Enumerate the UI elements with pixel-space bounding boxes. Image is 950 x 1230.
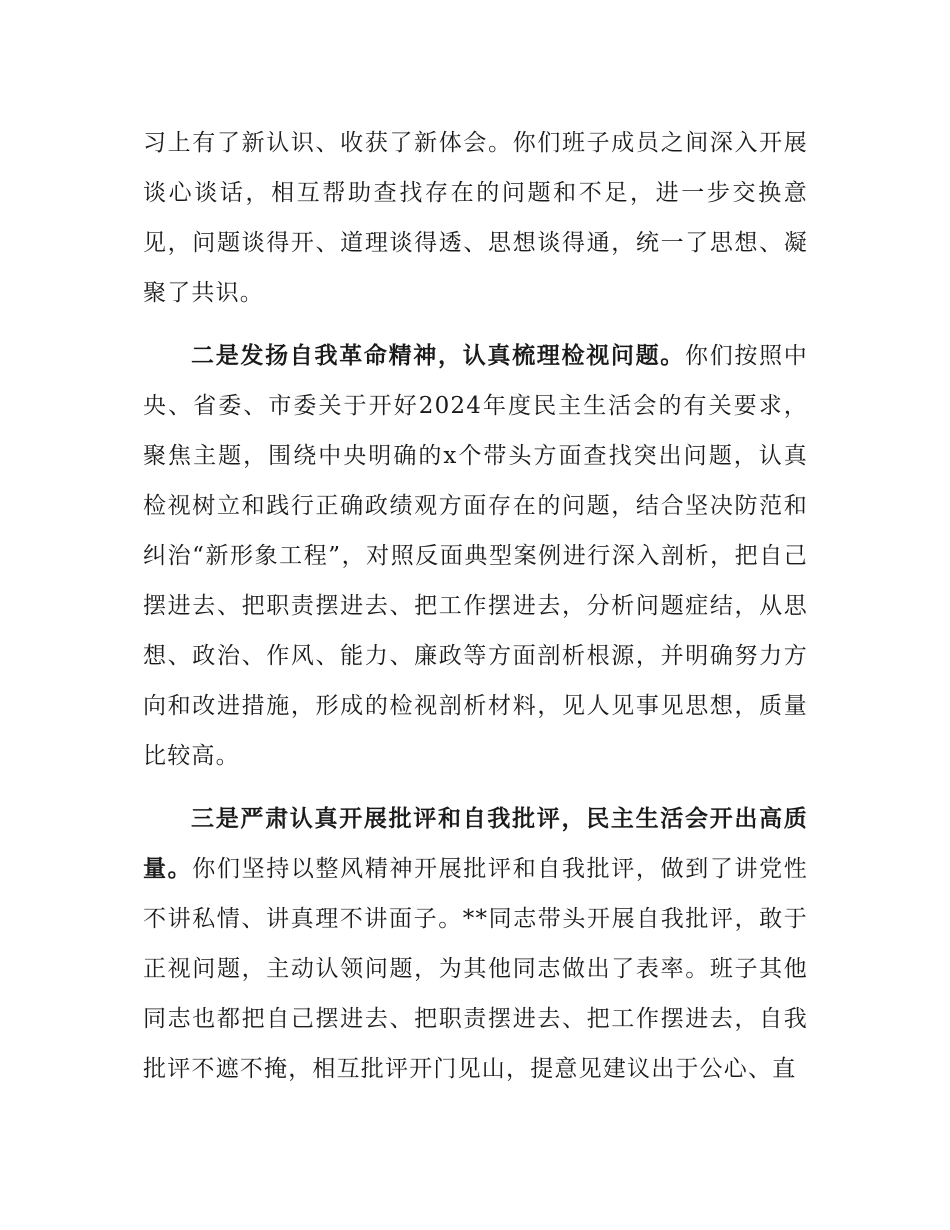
paragraph-continuation bbox=[143, 118, 808, 318]
paragraph-body: 你们坚持以整风精神开展批评和自我批评，做到了讲党性不讲私情、讲真理不讲面子。**同志带头开展自我批评，敢于正视问题，主动认领问题，为其他同志做出了表率。班子其他同志也都把自己摆进去、把职责摆进去、把工作摆进去，自我批评不遮不掩，相互批评开门见山，提意见建议出于公心、直 bbox=[143, 856, 808, 1082]
paragraph-point-two bbox=[143, 331, 808, 781]
paragraph-body: 习上有了新认识、收获了新体会。你们班子成员之间深入开展谈心谈话，相互帮助查找存在的问题和不足，进一步交换意见，问题谈得开、道理谈得透、思想谈得通，统一了思想、凝聚了共识。 bbox=[143, 130, 808, 306]
paragraph-lead-heading: 三是严肃认真开展批评和自我批评，民主生活会开出高质量。 bbox=[143, 806, 808, 882]
paragraph-point-three bbox=[143, 794, 808, 1094]
document-page bbox=[143, 118, 808, 1094]
paragraph-lead-heading: 二是发扬自我革命精神，认真梳理检视问题。 bbox=[191, 343, 685, 369]
paragraph-body: 你们按照中央、省委、市委关于开好2024年度民主生活会的有关要求，聚焦主题，围绕中央明确的x个带头方面查找突出问题，认真检视树立和践行正确政绩观方面存在的问题，结合坚决防范和纠治“新形象工程”，对照反面典型案例进行深入剖析，把自己摆进去、把职责摆进去、把工作摆进去，分析问题症结，从思想、政治、作风、能力、廉政等方面剖析根源，并明确努力方向和改进措施，形成的检视剖析材料，见人见事见思想，质量比较高。 bbox=[143, 343, 808, 769]
